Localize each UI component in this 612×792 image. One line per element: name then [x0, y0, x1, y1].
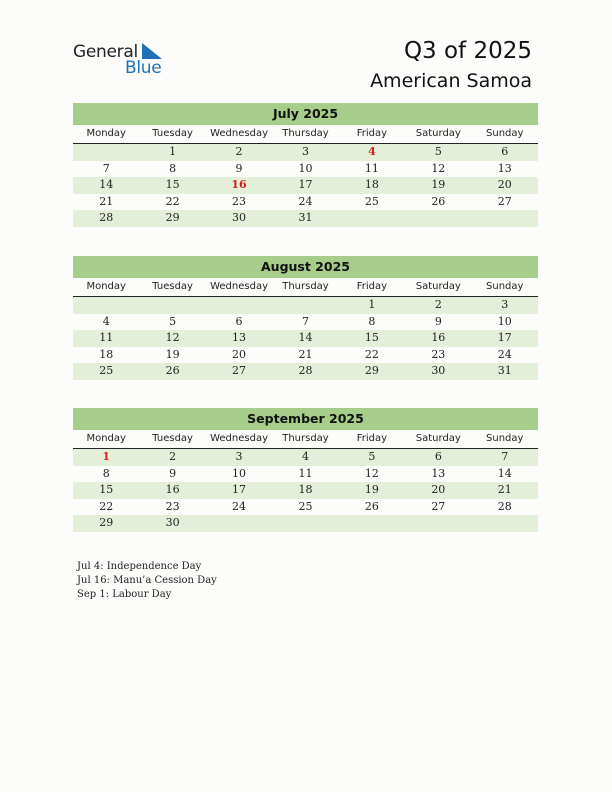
month-calendar-september: [73, 408, 538, 532]
week-row: [73, 161, 538, 178]
page-title: Q3 of 2025: [403, 38, 532, 64]
weekday-label: Friday: [356, 281, 388, 292]
day-cell: 31: [497, 364, 512, 377]
day-cell: 30: [165, 516, 180, 529]
day-cell: 27: [232, 364, 247, 377]
day-cell: 1: [368, 298, 376, 311]
day-cell: 26: [165, 364, 180, 377]
week-row: [73, 515, 538, 532]
day-cell: 25: [298, 499, 313, 513]
holiday-notes: [77, 560, 217, 602]
day-cell: [472, 515, 538, 532]
logo: [73, 42, 173, 78]
weekday-label: Sunday: [486, 433, 524, 444]
day-cell: 8: [102, 466, 110, 480]
holiday-note: Sep 1: Labour Day: [77, 589, 172, 600]
day-cell: 30: [232, 211, 247, 224]
week-row: [73, 297, 538, 314]
day-cell: 18: [99, 347, 114, 361]
month-calendar-august: [73, 256, 538, 380]
day-cell: [206, 515, 272, 532]
day-cell: 8: [368, 314, 376, 328]
day-cell: [272, 297, 338, 314]
week-row: [73, 144, 538, 161]
month-header: September 2025: [73, 408, 538, 430]
week-row: [73, 347, 538, 364]
day-cell: 5: [434, 145, 442, 158]
day-cell: 2: [169, 450, 177, 463]
month-calendar-july: [73, 103, 538, 227]
day-cell: 29: [99, 516, 114, 529]
weekday-label: Monday: [86, 433, 126, 444]
day-cell: 15: [99, 483, 114, 496]
week-row: [73, 177, 538, 194]
day-cell: 25: [99, 364, 114, 377]
day-cell: 27: [497, 194, 512, 208]
day-cell: 17: [298, 178, 313, 191]
day-cell: 16: [231, 178, 247, 191]
day-cell: 28: [298, 364, 313, 377]
day-cell: 18: [298, 483, 313, 496]
day-cell: 7: [501, 450, 509, 463]
week-row: [73, 363, 538, 380]
day-cell: 3: [501, 298, 509, 311]
day-cell: [139, 297, 205, 314]
weekday-label: Tuesday: [152, 128, 193, 139]
day-cell: [472, 210, 538, 227]
day-cell: 14: [497, 466, 512, 480]
day-cell: 20: [431, 483, 446, 496]
holiday-note: Jul 16: Manu’a Cession Day: [77, 575, 217, 586]
weekday-row: [73, 278, 538, 297]
day-cell: 12: [364, 466, 379, 480]
weekday-label: Sunday: [486, 281, 524, 292]
weekday-label: Tuesday: [152, 433, 193, 444]
weekday-label: Tuesday: [152, 281, 193, 292]
day-cell: [272, 515, 338, 532]
day-cell: 29: [364, 364, 379, 377]
holiday-note: Jul 4: Independence Day: [77, 561, 202, 572]
weekday-label: Friday: [356, 433, 388, 444]
weekday-row: [73, 125, 538, 144]
weekday-label: Saturday: [415, 433, 461, 444]
day-cell: 22: [99, 499, 114, 513]
weekday-label: Wednesday: [210, 128, 268, 139]
day-cell: 7: [102, 161, 110, 175]
day-cell: 19: [431, 178, 446, 191]
day-cell: 11: [298, 466, 313, 480]
logo-text-blue: Blue: [125, 58, 162, 78]
day-cell: 25: [364, 194, 379, 208]
day-cell: 1: [169, 145, 177, 158]
day-cell: 16: [431, 331, 446, 344]
day-cell: 23: [232, 194, 247, 208]
day-cell: 24: [497, 347, 512, 361]
day-cell: 21: [497, 483, 512, 496]
weekday-row: [73, 430, 538, 449]
weekday-label: Monday: [86, 281, 126, 292]
month-header: August 2025: [73, 256, 538, 278]
weekday-label: Thursday: [282, 281, 329, 292]
day-cell: 9: [169, 466, 177, 480]
day-cell: 12: [431, 161, 446, 175]
day-cell: 17: [232, 483, 247, 496]
day-cell: 3: [235, 450, 243, 463]
page-subtitle: American Samoa: [370, 70, 532, 92]
day-cell: [339, 515, 405, 532]
day-cell: 24: [298, 194, 313, 208]
day-cell: 23: [431, 347, 446, 361]
day-cell: 6: [501, 145, 509, 158]
day-cell: 9: [434, 314, 442, 328]
weekday-label: Thursday: [282, 128, 329, 139]
day-cell: [339, 210, 405, 227]
day-cell: 7: [301, 314, 309, 328]
day-cell: 2: [434, 298, 442, 311]
week-row: [73, 194, 538, 211]
week-row: [73, 330, 538, 347]
week-row: [73, 482, 538, 499]
day-cell: 5: [169, 314, 177, 328]
day-cell: 14: [99, 178, 114, 191]
day-cell: 9: [235, 161, 243, 175]
day-cell: 15: [165, 178, 180, 191]
weekday-label: Monday: [86, 128, 126, 139]
day-cell: 5: [368, 450, 376, 463]
day-cell: 31: [298, 211, 313, 224]
day-cell: 27: [431, 499, 446, 513]
day-cell: 26: [364, 499, 379, 513]
day-cell: 24: [232, 499, 247, 513]
day-cell: 22: [165, 194, 180, 208]
week-row: [73, 466, 538, 483]
day-cell: [73, 144, 139, 161]
day-cell: 21: [298, 347, 313, 361]
day-cell: 3: [301, 145, 309, 158]
day-cell: 13: [232, 331, 247, 344]
week-row: [73, 210, 538, 227]
day-cell: 2: [235, 145, 243, 158]
day-cell: 10: [497, 314, 512, 328]
day-cell: 28: [99, 211, 114, 224]
day-cell: 19: [364, 483, 379, 496]
day-cell: 30: [431, 364, 446, 377]
day-cell: 1: [102, 450, 111, 463]
day-cell: 6: [235, 314, 243, 328]
day-cell: 13: [431, 466, 446, 480]
day-cell: 10: [232, 466, 247, 480]
day-cell: [405, 515, 471, 532]
day-cell: 6: [434, 450, 442, 463]
day-cell: 17: [497, 331, 512, 344]
day-cell: 21: [99, 194, 114, 208]
day-cell: 8: [169, 161, 177, 175]
day-cell: 15: [364, 331, 379, 344]
day-cell: 20: [497, 178, 512, 191]
day-cell: 28: [497, 499, 512, 513]
week-row: [73, 499, 538, 516]
day-cell: 4: [301, 450, 309, 463]
day-cell: [73, 297, 139, 314]
weekday-label: Wednesday: [210, 433, 268, 444]
day-cell: 10: [298, 161, 313, 175]
weekday-label: Sunday: [486, 128, 524, 139]
day-cell: 13: [497, 161, 512, 175]
day-cell: 16: [165, 483, 180, 496]
weekday-label: Saturday: [415, 281, 461, 292]
weekday-label: Saturday: [415, 128, 461, 139]
logo-text-general: General: [73, 42, 138, 62]
week-row: [73, 449, 538, 466]
day-cell: 4: [368, 145, 376, 158]
day-cell: 19: [165, 347, 180, 361]
day-cell: 18: [364, 178, 379, 191]
weekday-label: Wednesday: [210, 281, 268, 292]
day-cell: 11: [364, 161, 379, 175]
day-cell: 26: [431, 194, 446, 208]
weekday-label: Friday: [356, 128, 388, 139]
month-header: July 2025: [73, 103, 538, 125]
day-cell: [206, 297, 272, 314]
day-cell: 11: [99, 331, 114, 344]
weekday-label: Thursday: [282, 433, 329, 444]
day-cell: 4: [102, 314, 110, 328]
day-cell: 14: [298, 331, 313, 344]
week-row: [73, 314, 538, 331]
day-cell: 12: [165, 331, 180, 344]
day-cell: 29: [165, 211, 180, 224]
day-cell: 20: [232, 347, 247, 361]
day-cell: [405, 210, 471, 227]
day-cell: 23: [165, 499, 180, 513]
day-cell: 22: [364, 347, 379, 361]
